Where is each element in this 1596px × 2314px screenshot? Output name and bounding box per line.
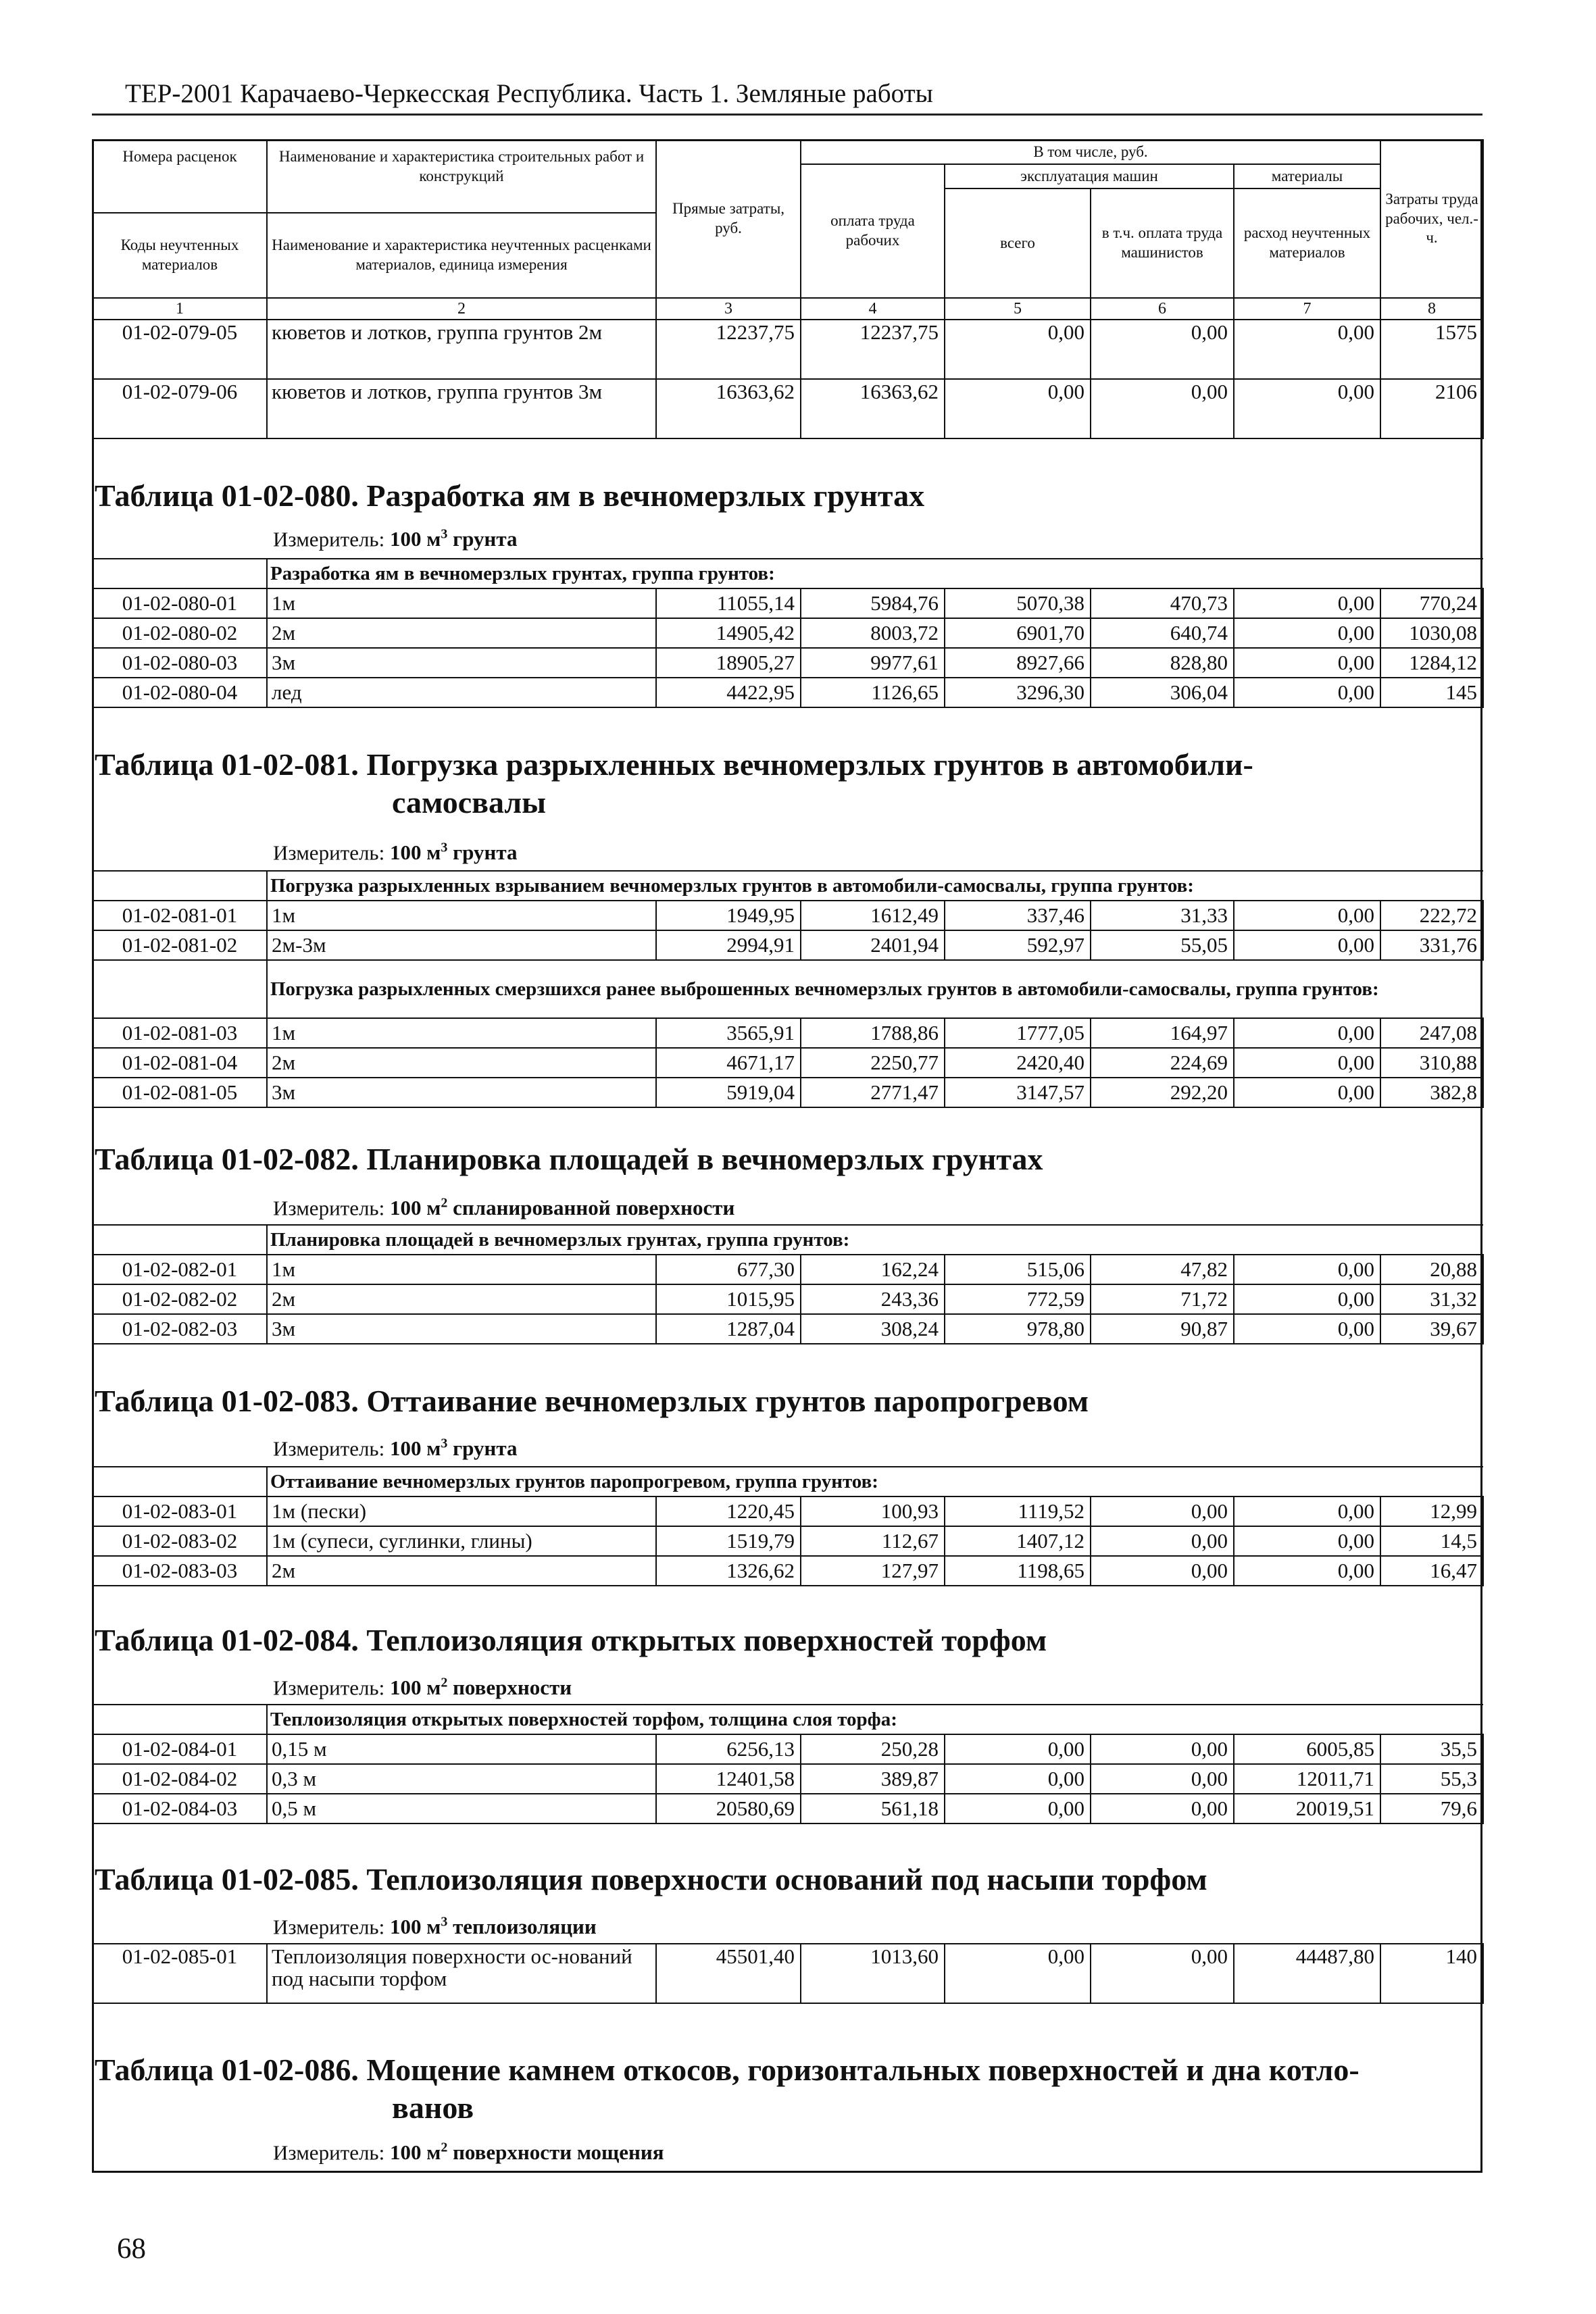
table-081-title-line1: Таблица 01-02-081. Погрузка разрыхленных вечномерзлых грунтов в автомобили- [95, 747, 1253, 782]
labor-hours: 79,6 [1380, 1794, 1483, 1823]
direct-costs: 6256,13 [656, 1734, 801, 1764]
table-row [93, 1944, 1483, 2003]
worker-pay: 2401,94 [801, 930, 945, 960]
rate-code: 01-02-083-01 [93, 1496, 267, 1526]
work-name: 2м [267, 1556, 656, 1586]
materials-value: 0,00 [1234, 1496, 1380, 1526]
unit-power: 2 [441, 1676, 448, 1690]
machine-total: 0,00 [945, 1764, 1091, 1794]
table-row [93, 648, 1483, 678]
table-row [93, 1526, 1483, 1556]
direct-costs: 4671,17 [656, 1048, 801, 1078]
machine-total: 5070,38 [945, 588, 1091, 618]
worker-pay: 1013,60 [801, 1944, 945, 2003]
header-including: В том числе, руб. [801, 140, 1380, 164]
labor-hours: 1030,08 [1380, 618, 1483, 648]
machine-total: 978,80 [945, 1314, 1091, 1344]
materials-value: 0,00 [1234, 379, 1380, 438]
table-row [93, 678, 1483, 707]
column-number: 8 [1380, 298, 1483, 320]
materials-value: 0,00 [1234, 1556, 1380, 1586]
worker-pay: 16363,62 [801, 379, 945, 438]
table-084-unit [273, 1676, 572, 1700]
work-name: 3м [267, 1314, 656, 1344]
table-080-title: Таблица 01-02-080. Разработка ям в вечномерзлых грунтах [95, 478, 925, 513]
materials-value: 12011,71 [1234, 1764, 1380, 1794]
driver-pay: 0,00 [1091, 1526, 1234, 1556]
labor-hours: 12,99 [1380, 1496, 1483, 1526]
worker-pay: 250,28 [801, 1734, 945, 1764]
table-081 [92, 870, 1484, 1108]
machine-total: 2420,40 [945, 1048, 1091, 1078]
worker-pay: 308,24 [801, 1314, 945, 1344]
unit-label: Измеритель: [273, 1676, 385, 1700]
machine-total: 1777,05 [945, 1018, 1091, 1048]
table-082-subheader: Планировка площадей в вечномерзлых грунтах, группа грунтов: [267, 1225, 1483, 1255]
unit-power: 2 [441, 2140, 448, 2155]
rate-code: 01-02-081-03 [93, 1018, 267, 1048]
worker-pay: 2250,77 [801, 1048, 945, 1078]
labor-hours: 770,24 [1380, 588, 1483, 618]
table-080 [92, 558, 1484, 708]
table-row [93, 1764, 1483, 1794]
rate-code: 01-02-081-01 [93, 901, 267, 930]
machine-total: 0,00 [945, 1794, 1091, 1823]
direct-costs: 1949,95 [656, 901, 801, 930]
unit-label: Измеритель: [273, 527, 385, 551]
work-name: 2м [267, 618, 656, 648]
unit-value: 100 м [389, 1436, 441, 1461]
rate-code: 01-02-080-03 [93, 648, 267, 678]
header-total: всего [945, 188, 1091, 298]
table-081-title-line2: самосвалы [392, 785, 547, 820]
work-name: 2м-3м [267, 930, 656, 960]
labor-hours: 382,8 [1380, 1078, 1483, 1107]
table-row [93, 1078, 1483, 1107]
driver-pay: 55,05 [1091, 930, 1234, 960]
machine-total: 0,00 [945, 320, 1091, 379]
page-number: 68 [117, 2233, 146, 2265]
direct-costs: 5919,04 [656, 1078, 801, 1107]
header-rule [92, 114, 1482, 116]
direct-costs: 1326,62 [656, 1556, 801, 1586]
materials-value: 0,00 [1234, 618, 1380, 648]
unit-label: Измеритель: [273, 1436, 385, 1461]
unit-value: 100 м [389, 1196, 441, 1220]
work-name: 1м [267, 1018, 656, 1048]
table-row [93, 1734, 1483, 1764]
worker-pay: 389,87 [801, 1764, 945, 1794]
table-080-subheader: Разработка ям в вечномерзлых грунтах, группа грунтов: [267, 559, 1483, 588]
driver-pay: 0,00 [1091, 1556, 1234, 1586]
table-083-subheader: Оттаивание вечномерзлых грунтов паропрогревом, группа грунтов: [267, 1467, 1483, 1496]
direct-costs: 4422,95 [656, 678, 801, 707]
machine-total: 1407,12 [945, 1526, 1091, 1556]
direct-costs: 1015,95 [656, 1284, 801, 1314]
driver-pay: 164,97 [1091, 1018, 1234, 1048]
worker-pay: 1126,65 [801, 678, 945, 707]
header-driver-pay: в т.ч. оплата труда машинистов [1091, 188, 1234, 298]
rate-code: 01-02-084-01 [93, 1734, 267, 1764]
work-name: 3м [267, 648, 656, 678]
header-labor-costs: Затраты труда рабочих, чел.-ч. [1380, 140, 1483, 298]
driver-pay: 828,80 [1091, 648, 1234, 678]
table-080-unit [273, 527, 517, 551]
machine-total: 0,00 [945, 379, 1091, 438]
rate-code: 01-02-085-01 [93, 1944, 267, 2003]
unit-power: 3 [441, 527, 448, 542]
table-084-title: Таблица 01-02-084. Теплоизоляция открытых поверхностей торфом [95, 1623, 1047, 1657]
driver-pay: 0,00 [1091, 1944, 1234, 2003]
work-name: 1м (пески) [267, 1496, 656, 1526]
labor-hours: 2106 [1380, 379, 1483, 438]
unit-value: 100 м [389, 840, 441, 865]
materials-value: 6005,85 [1234, 1734, 1380, 1764]
unit-value: 100 м [389, 1676, 441, 1700]
rate-code: 01-02-082-01 [93, 1255, 267, 1284]
driver-pay: 470,73 [1091, 588, 1234, 618]
driver-pay: 0,00 [1091, 1794, 1234, 1823]
unit-value: 100 м [389, 1915, 441, 1939]
unit-rest: теплоизоляции [447, 1915, 597, 1939]
materials-value: 0,00 [1234, 1284, 1380, 1314]
worker-pay: 1788,86 [801, 1018, 945, 1048]
rate-code: 01-02-084-03 [93, 1794, 267, 1823]
column-header [92, 139, 1484, 320]
driver-pay: 47,82 [1091, 1255, 1234, 1284]
rate-code: 01-02-083-03 [93, 1556, 267, 1586]
labor-hours: 20,88 [1380, 1255, 1483, 1284]
direct-costs: 1287,04 [656, 1314, 801, 1344]
machine-total: 0,00 [945, 1734, 1091, 1764]
labor-hours: 39,67 [1380, 1314, 1483, 1344]
table-081-subheader-2: Погрузка разрыхленных смерзшихся ранее выброшенных вечномерзлых грунтов в автомобили-самосвалы, группа грунтов: [267, 960, 1483, 1018]
header-rate-numbers: Номера расценок [93, 140, 267, 213]
worker-pay: 100,93 [801, 1496, 945, 1526]
direct-costs: 3565,91 [656, 1018, 801, 1048]
table-082 [92, 1224, 1484, 1344]
table-081-unit [273, 840, 517, 865]
unit-value: 100 м [389, 527, 441, 551]
work-name: кюветов и лотков, группа грунтов 3м [267, 379, 656, 438]
table-085-unit [273, 1915, 597, 1939]
table-row [93, 588, 1483, 618]
direct-costs: 11055,14 [656, 588, 801, 618]
table-085-title: Таблица 01-02-085. Теплоизоляция поверхности оснований под насыпи торфом [95, 1862, 1207, 1896]
machine-total: 515,06 [945, 1255, 1091, 1284]
direct-costs: 677,30 [656, 1255, 801, 1284]
unit-rest: поверхности [447, 1676, 572, 1700]
labor-hours: 16,47 [1380, 1556, 1483, 1586]
machine-total: 337,46 [945, 901, 1091, 930]
table-086-title [95, 2051, 1360, 2127]
machine-total: 1198,65 [945, 1556, 1091, 1586]
labor-hours: 331,76 [1380, 930, 1483, 960]
machine-total: 3296,30 [945, 678, 1091, 707]
table-085 [92, 1943, 1484, 2004]
unit-power: 3 [441, 840, 448, 855]
table-086-title-line1: Таблица 01-02-086. Мощение камнем откосов, горизонтальных поверхностей и дна котло- [95, 2053, 1360, 2087]
materials-value: 0,00 [1234, 1255, 1380, 1284]
unit-power: 3 [441, 1915, 448, 1930]
work-name: 2м [267, 1048, 656, 1078]
table-081-title [95, 746, 1253, 822]
table-row [93, 1048, 1483, 1078]
table-081-subheader-1: Погрузка разрыхленных взрыванием вечномерзлых грунтов в автомобили-самосвалы, группа грунтов: [267, 871, 1483, 901]
materials-value: 44487,80 [1234, 1944, 1380, 2003]
unit-power: 3 [441, 1436, 448, 1451]
table-082-unit [273, 1196, 734, 1220]
driver-pay: 292,20 [1091, 1078, 1234, 1107]
labor-hours: 14,5 [1380, 1526, 1483, 1556]
table-084-subheader: Теплоизоляция открытых поверхностей торфом, толщина слоя торфа: [267, 1705, 1483, 1734]
machine-total: 1119,52 [945, 1496, 1091, 1526]
machine-total: 6901,70 [945, 618, 1091, 648]
unit-value: 100 м [389, 2140, 441, 2165]
labor-hours: 247,08 [1380, 1018, 1483, 1048]
machine-total: 592,97 [945, 930, 1091, 960]
driver-pay: 640,74 [1091, 618, 1234, 648]
machine-total: 3147,57 [945, 1078, 1091, 1107]
worker-pay: 5984,76 [801, 588, 945, 618]
unit-rest: спланированной поверхности [447, 1196, 735, 1220]
direct-costs: 12237,75 [656, 320, 801, 379]
header-direct-costs: Прямые затраты, руб. [656, 140, 801, 298]
rate-code: 01-02-081-05 [93, 1078, 267, 1107]
table-row [93, 1556, 1483, 1586]
driver-pay: 0,00 [1091, 1734, 1234, 1764]
materials-value: 0,00 [1234, 1526, 1380, 1556]
rate-code: 01-02-081-04 [93, 1048, 267, 1078]
materials-value: 0,00 [1234, 1078, 1380, 1107]
worker-pay: 112,67 [801, 1526, 945, 1556]
direct-costs: 1519,79 [656, 1526, 801, 1556]
worker-pay: 243,36 [801, 1284, 945, 1314]
worker-pay: 12237,75 [801, 320, 945, 379]
rate-code: 01-02-082-03 [93, 1314, 267, 1344]
direct-costs: 16363,62 [656, 379, 801, 438]
driver-pay: 90,87 [1091, 1314, 1234, 1344]
work-name: 1м [267, 588, 656, 618]
unit-label: Измеритель: [273, 1196, 385, 1220]
driver-pay: 224,69 [1091, 1048, 1234, 1078]
column-number: 2 [267, 298, 656, 320]
driver-pay: 306,04 [1091, 678, 1234, 707]
worker-pay: 127,97 [801, 1556, 945, 1586]
materials-value: 0,00 [1234, 1048, 1380, 1078]
work-name: 1м [267, 901, 656, 930]
work-name: 1м (супеси, суглинки, глины) [267, 1526, 656, 1556]
rate-code: 01-02-080-02 [93, 618, 267, 648]
column-number: 6 [1091, 298, 1234, 320]
work-name: 3м [267, 1078, 656, 1107]
unit-rest: грунта [447, 1436, 518, 1461]
table-row [93, 1496, 1483, 1526]
work-name: 0,5 м [267, 1794, 656, 1823]
direct-costs: 45501,40 [656, 1944, 801, 2003]
unit-rest: грунта [447, 840, 518, 865]
driver-pay: 0,00 [1091, 379, 1234, 438]
labor-hours: 140 [1380, 1944, 1483, 2003]
header-work-names: Наименование и характеристика строительных работ и конструкций [267, 140, 656, 213]
driver-pay: 0,00 [1091, 1764, 1234, 1794]
header-machine-operation: эксплуатация машин [945, 164, 1234, 188]
direct-costs: 14905,42 [656, 618, 801, 648]
unit-rest: грунта [447, 527, 518, 551]
rate-code: 01-02-079-06 [93, 379, 267, 438]
machine-total: 0,00 [945, 1944, 1091, 2003]
materials-value: 0,00 [1234, 678, 1380, 707]
labor-hours: 55,3 [1380, 1764, 1483, 1794]
table-row [93, 320, 1483, 379]
rate-code: 01-02-081-02 [93, 930, 267, 960]
table-row [93, 1794, 1483, 1823]
column-number: 3 [656, 298, 801, 320]
materials-value: 20019,51 [1234, 1794, 1380, 1823]
unit-power: 2 [441, 1196, 448, 1211]
table-row [93, 1284, 1483, 1314]
table-083-title: Таблица 01-02-083. Оттаивание вечномерзлых грунтов паропрогревом [95, 1384, 1089, 1418]
work-name: 2м [267, 1284, 656, 1314]
table-079-rows [92, 319, 1484, 439]
worker-pay: 1612,49 [801, 901, 945, 930]
machine-total: 772,59 [945, 1284, 1091, 1314]
materials-value: 0,00 [1234, 901, 1380, 930]
labor-hours: 1284,12 [1380, 648, 1483, 678]
table-row [93, 930, 1483, 960]
table-082-title: Таблица 01-02-082. Планировка площадей в вечномерзлых грунтах [95, 1142, 1043, 1176]
driver-pay: 31,33 [1091, 901, 1234, 930]
running-title: ТЕР-2001 Карачаево-Черкесская Республика. Часть 1. Земляные работы [125, 79, 933, 108]
work-name: кюветов и лотков, группа грунтов 2м [267, 320, 656, 379]
table-row [93, 1018, 1483, 1048]
rate-code: 01-02-080-01 [93, 588, 267, 618]
table-row [93, 379, 1483, 438]
materials-value: 0,00 [1234, 1314, 1380, 1344]
unit-rest: поверхности мощения [447, 2140, 664, 2165]
work-name: лед [267, 678, 656, 707]
table-086-title-line2: ванов [392, 2090, 474, 2125]
table-row [93, 1255, 1483, 1284]
labor-hours: 1575 [1380, 320, 1483, 379]
table-083 [92, 1466, 1484, 1586]
driver-pay: 0,00 [1091, 320, 1234, 379]
table-086-unit [273, 2140, 664, 2165]
header-worker-pay: оплата труда рабочих [801, 164, 945, 298]
rate-code: 01-02-084-02 [93, 1764, 267, 1794]
table-083-unit [273, 1436, 517, 1461]
column-number: 1 [93, 298, 267, 320]
header-unaccounted-materials: расход неучтенных материалов [1234, 188, 1380, 298]
work-name: 0,3 м [267, 1764, 656, 1794]
worker-pay: 2771,47 [801, 1078, 945, 1107]
worker-pay: 561,18 [801, 1794, 945, 1823]
materials-value: 0,00 [1234, 648, 1380, 678]
driver-pay: 71,72 [1091, 1284, 1234, 1314]
direct-costs: 18905,27 [656, 648, 801, 678]
table-row [93, 901, 1483, 930]
header-material-names: Наименование и характеристика неучтенных расценками материалов, единица измерения [267, 213, 656, 298]
machine-total: 8927,66 [945, 648, 1091, 678]
work-name: 1м [267, 1255, 656, 1284]
direct-costs: 12401,58 [656, 1764, 801, 1794]
worker-pay: 9977,61 [801, 648, 945, 678]
table-row [93, 618, 1483, 648]
rate-code: 01-02-079-05 [93, 320, 267, 379]
work-name: Теплоизоляция поверхности ос-нований под насыпи торфом [267, 1944, 656, 2003]
labor-hours: 310,88 [1380, 1048, 1483, 1078]
worker-pay: 8003,72 [801, 618, 945, 648]
unit-label: Измеритель: [273, 840, 385, 865]
driver-pay: 0,00 [1091, 1496, 1234, 1526]
unit-label: Измеритель: [273, 2140, 385, 2165]
materials-value: 0,00 [1234, 588, 1380, 618]
labor-hours: 145 [1380, 678, 1483, 707]
header-material-codes: Коды неучтенных материалов [93, 213, 267, 298]
labor-hours: 222,72 [1380, 901, 1483, 930]
column-number: 7 [1234, 298, 1380, 320]
column-number: 5 [945, 298, 1091, 320]
materials-value: 0,00 [1234, 320, 1380, 379]
labor-hours: 31,32 [1380, 1284, 1483, 1314]
rate-code: 01-02-080-04 [93, 678, 267, 707]
work-name: 0,15 м [267, 1734, 656, 1764]
direct-costs: 1220,45 [656, 1496, 801, 1526]
direct-costs: 20580,69 [656, 1794, 801, 1823]
unit-label: Измеритель: [273, 1915, 385, 1939]
labor-hours: 35,5 [1380, 1734, 1483, 1764]
worker-pay: 162,24 [801, 1255, 945, 1284]
table-084 [92, 1704, 1484, 1824]
table-row [93, 1314, 1483, 1344]
header-materials: материалы [1234, 164, 1380, 188]
materials-value: 0,00 [1234, 930, 1380, 960]
direct-costs: 2994,91 [656, 930, 801, 960]
materials-value: 0,00 [1234, 1018, 1380, 1048]
column-number: 4 [801, 298, 945, 320]
rate-code: 01-02-082-02 [93, 1284, 267, 1314]
rate-code: 01-02-083-02 [93, 1526, 267, 1556]
